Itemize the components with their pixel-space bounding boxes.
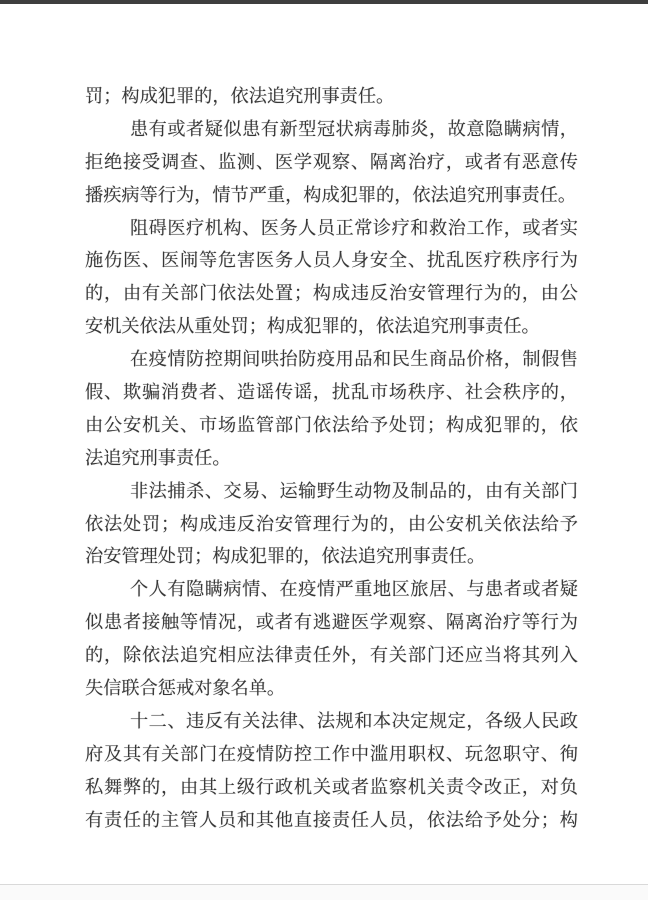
text-line: 有责任的主管人员和其他直接责任人员，依法给予处分；构 bbox=[85, 809, 578, 830]
text-line: 拒绝接受调查、监测、医学观察、隔离治疗，或者有恶意传 bbox=[85, 151, 578, 172]
text-line: 假、欺骗消费者、造谣传谣，扰乱市场秩序、社会秩序的， bbox=[85, 382, 578, 403]
text-line: 十二、违反有关法律、法规和本决定规定，各级人民政 bbox=[130, 710, 578, 731]
text-line: 府及其有关部门在疫情防控工作中滥用职权、玩忽职守、徇 bbox=[85, 743, 578, 764]
text-line: 私舞弊的，由其上级行政机关或者监察机关责令改正，对负 bbox=[85, 776, 578, 797]
scan-top-edge bbox=[0, 0, 648, 4]
text-line: 似患者接触等情况，或者有逃避医学观察、隔离治疗等行为 bbox=[85, 612, 578, 633]
text-line: 罚；构成犯罪的，依法追究刑事责任。 bbox=[85, 86, 395, 106]
text-line: 依法处罚；构成违反治安管理行为的，由公安机关依法给予 bbox=[85, 513, 578, 534]
text-line: 法追究刑事责任。 bbox=[85, 447, 231, 468]
text-line: 由公安机关、市场监管部门依法给予处罚；构成犯罪的，依 bbox=[85, 414, 578, 435]
text-line: 在疫情防控期间哄抬防疫用品和民生商品价格，制假售 bbox=[130, 349, 578, 370]
text-line: 阻碍医疗机构、医务人员正常诊疗和救治工作，或者实 bbox=[130, 217, 578, 238]
document-body bbox=[85, 80, 578, 836]
text-line: 施伤医、医闹等危害医务人员人身安全、扰乱医疗秩序行为 bbox=[85, 250, 578, 271]
text-line: 治安管理处罚；构成犯罪的，依法追究刑事责任。 bbox=[85, 546, 486, 567]
text-line: 的，由有关部门依法处置；构成违反治安管理行为的，由公 bbox=[85, 283, 578, 304]
text-line: 的，除依法追究相应法律责任外，有关部门还应当将其列入 bbox=[85, 645, 578, 666]
text-line: 个人有隐瞒病情、在疫情严重地区旅居、与患者或者疑 bbox=[130, 579, 578, 600]
text-line: 患有或者疑似患有新型冠状病毒肺炎，故意隐瞒病情， bbox=[130, 118, 578, 139]
text-line: 播疾病等行为，情节严重，构成犯罪的，依法追究刑事责任。 bbox=[85, 184, 577, 205]
text-line: 失信联合惩戒对象名单。 bbox=[85, 678, 286, 699]
text-line: 非法捕杀、交易、运输野生动物及制品的，由有关部门 bbox=[130, 480, 578, 501]
text-line: 安机关依法从重处罚；构成犯罪的，依法追究刑事责任。 bbox=[85, 316, 540, 337]
page-bottom-strip bbox=[0, 885, 648, 900]
